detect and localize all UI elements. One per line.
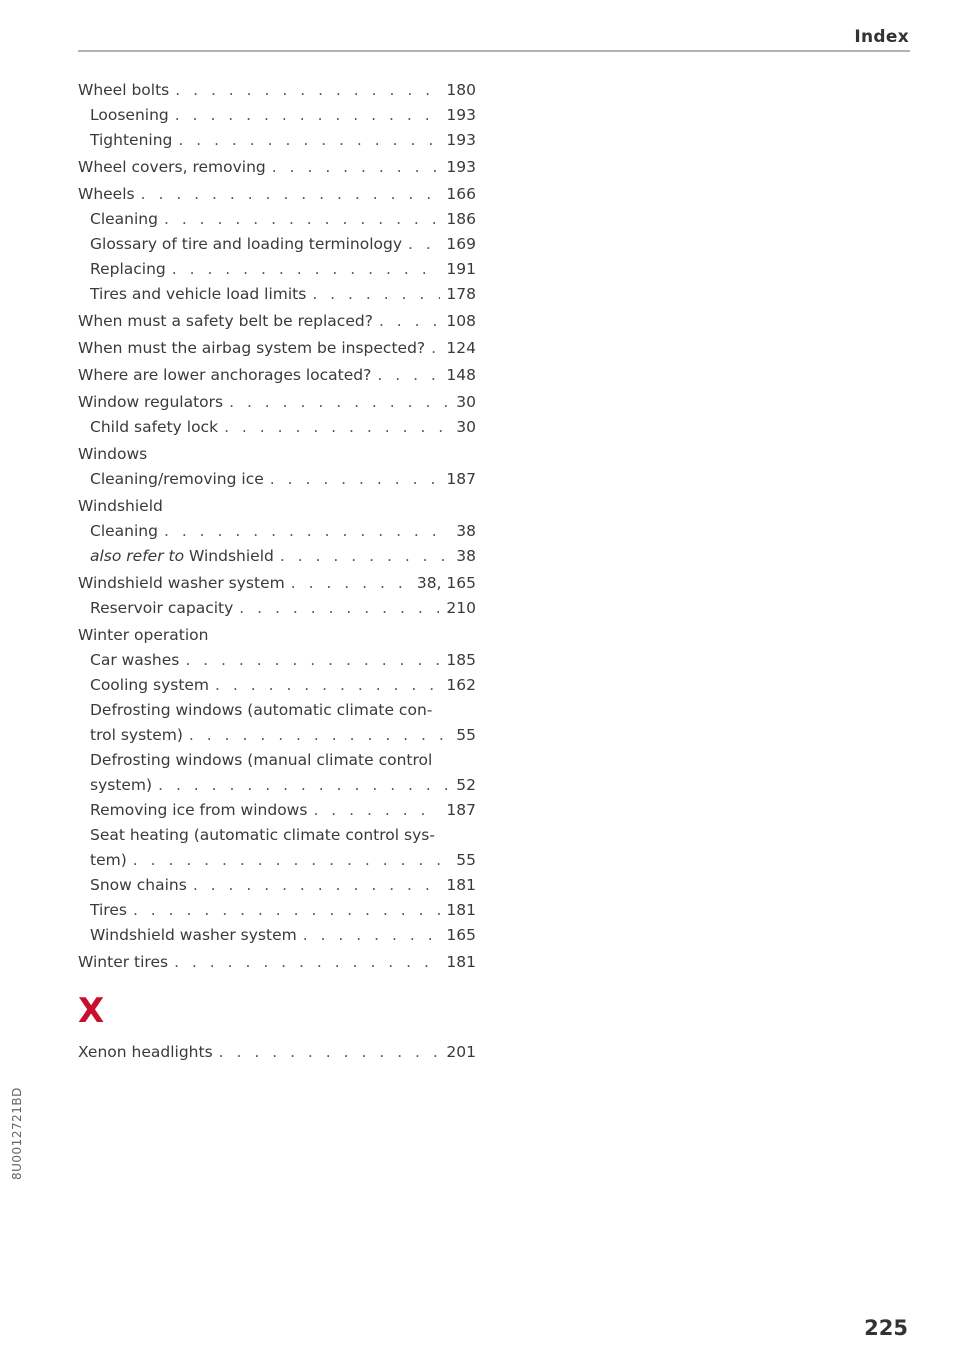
running-header-title: Index [854,27,909,47]
index-entry[interactable] [78,155,476,180]
index-entry[interactable] [78,336,476,361]
page-ref[interactable]: 187 [446,470,476,488]
entry-text: Where are lower anchorages located? [78,366,372,384]
leader-dots [175,78,440,103]
leader-dots [133,848,451,873]
page-ref[interactable]: 178 [446,285,476,303]
leader-dots [172,257,441,282]
entry-text: Removing ice from windows [90,801,308,819]
entry-text: When must the airbag system be inspected? [78,339,426,357]
leader-dots [312,282,440,307]
page-ref[interactable]: 55 [456,851,476,869]
index-column-x [78,1040,476,1065]
page-ref[interactable]: 187 [446,801,476,819]
entry-text-wrapped: Defrosting windows (automatic climate con- [90,701,433,719]
page-ref[interactable]: 38 [456,547,476,565]
leader-dots [189,723,450,748]
page-ref[interactable]: 38 [456,522,476,540]
entry-text: Cleaning [90,210,158,228]
leader-dots [291,571,411,596]
leader-dots [377,363,440,388]
entry-text: system) [90,776,153,794]
leader-dots [303,923,441,948]
index-subentry[interactable] [78,103,476,128]
page-ref[interactable]: 185 [446,651,476,669]
index-subentry[interactable] [78,898,476,923]
entry-text: When must a safety belt be replaced? [78,312,373,330]
page-ref[interactable]: 201 [446,1043,476,1061]
page-ref[interactable]: 193 [446,106,476,124]
page-ref[interactable]: 166 [446,185,476,203]
page-ref[interactable]: 186 [446,210,476,228]
index-subentry[interactable] [78,282,476,307]
index-subentry[interactable] [78,207,476,232]
entry-text: Loosening [90,106,169,124]
leader-dots [408,232,440,257]
leader-dots [215,673,440,698]
entry-text: Snow chains [90,876,187,894]
page-ref[interactable]: 124 [446,339,476,357]
page-ref[interactable]: 52 [456,776,476,794]
page-ref[interactable]: 30 [456,393,476,411]
page-ref[interactable]: 193 [446,131,476,149]
index-subentry[interactable] [78,257,476,282]
index-subentry[interactable] [78,798,476,823]
entry-text: Windshield washer system [90,926,297,944]
entry-text: Child safety lock [90,418,219,436]
entry-text: Windshield washer system [78,574,285,592]
entry-text-wrapped: Seat heating (automatic climate control sys- [90,826,435,844]
leader-dots [158,773,450,798]
leader-dots [431,336,440,361]
leader-dots [270,467,441,492]
header-rule [78,50,910,52]
leader-dots [178,128,440,153]
index-subentry[interactable] [78,415,476,440]
page-ref[interactable]: 108 [446,312,476,330]
see-also-prefix: also refer to [90,547,185,565]
index-heading-windshield: Windshield [78,497,163,515]
page-ref[interactable]: 180 [446,81,476,99]
index-subentry[interactable] [78,596,476,621]
entry-text: Glossary of tire and loading terminology [90,235,403,253]
entry-text: Tightening [90,131,173,149]
document-code: 8U0012721BD [10,1087,24,1180]
page-ref[interactable]: 169 [446,235,476,253]
entry-text: Window regulators [78,393,224,411]
index-entry[interactable] [78,571,476,596]
index-entry[interactable] [78,1040,476,1065]
leader-dots [379,309,440,334]
entry-text: Replacing [90,260,166,278]
page-ref[interactable]: 181 [446,953,476,971]
index-subentry[interactable] [78,232,476,257]
index-subentry[interactable] [78,923,476,948]
entry-text-wrapped: Defrosting windows (manual climate control [90,751,433,769]
page-ref[interactable]: 30 [456,418,476,436]
leader-dots [174,950,440,975]
index-entry[interactable] [78,78,476,103]
index-entry[interactable] [78,390,476,415]
index-entry[interactable] [78,182,476,207]
index-subentry[interactable] [78,128,476,153]
leader-dots [313,798,440,823]
index-entry[interactable] [78,950,476,975]
index-entry[interactable] [78,309,476,334]
entry-text: Winter tires [78,953,169,971]
index-subentry[interactable] [78,648,476,673]
entry-text: Xenon headlights [78,1043,213,1061]
leader-dots [239,596,440,621]
leader-dots [280,544,450,569]
index-column-w [78,76,476,975]
index-subentry[interactable] [78,519,476,544]
entry-text: Wheel bolts [78,81,170,99]
see-also-target: Windshield [189,547,274,565]
index-subentry[interactable] [78,848,476,873]
index-subentry[interactable] [78,673,476,698]
entry-text: Tires [90,901,127,919]
page-ref[interactable]: 191 [446,260,476,278]
page-ref[interactable]: 148 [446,366,476,384]
leader-dots [175,103,441,128]
entry-text: Wheels [78,185,135,203]
index-heading-winter-operation: Winter operation [78,626,209,644]
entry-text [90,544,274,569]
entry-text: Cleaning [90,522,158,540]
leader-dots [164,519,450,544]
index-subentry[interactable] [78,467,476,492]
leader-dots [164,207,440,232]
leader-dots [133,898,440,923]
leader-dots [272,155,441,180]
page-ref[interactable]: 193 [446,158,476,176]
index-subentry[interactable] [78,723,476,748]
page-ref[interactable]: 162 [446,676,476,694]
page-ref[interactable]: 181 [446,876,476,894]
page-number: 225 [864,1316,908,1340]
entry-text: tem) [90,851,127,869]
index-cross-reference[interactable] [78,544,476,569]
leader-dots [219,1040,441,1065]
page-ref[interactable]: 181 [446,901,476,919]
entry-text: Cooling system [90,676,210,694]
page-ref[interactable]: 55 [456,726,476,744]
leader-dots [224,415,450,440]
entry-text: Reservoir capacity [90,599,234,617]
index-heading-windows: Windows [78,445,148,463]
page-ref[interactable]: 38, 165 [416,574,476,592]
entry-text: Car washes [90,651,180,669]
entry-text: Tires and vehicle load limits [90,285,307,303]
index-entry[interactable] [78,363,476,388]
index-subentry[interactable] [78,773,476,798]
section-letter-x: X [78,991,105,1031]
entry-text: trol system) [90,726,183,744]
entry-text: Wheel covers, removing [78,158,266,176]
leader-dots [193,873,441,898]
page-ref[interactable]: 165 [446,926,476,944]
leader-dots [141,182,441,207]
leader-dots [185,648,440,673]
entry-text: Cleaning/removing ice [90,470,264,488]
leader-dots [229,390,450,415]
index-subentry[interactable] [78,873,476,898]
page-ref[interactable]: 210 [446,599,476,617]
